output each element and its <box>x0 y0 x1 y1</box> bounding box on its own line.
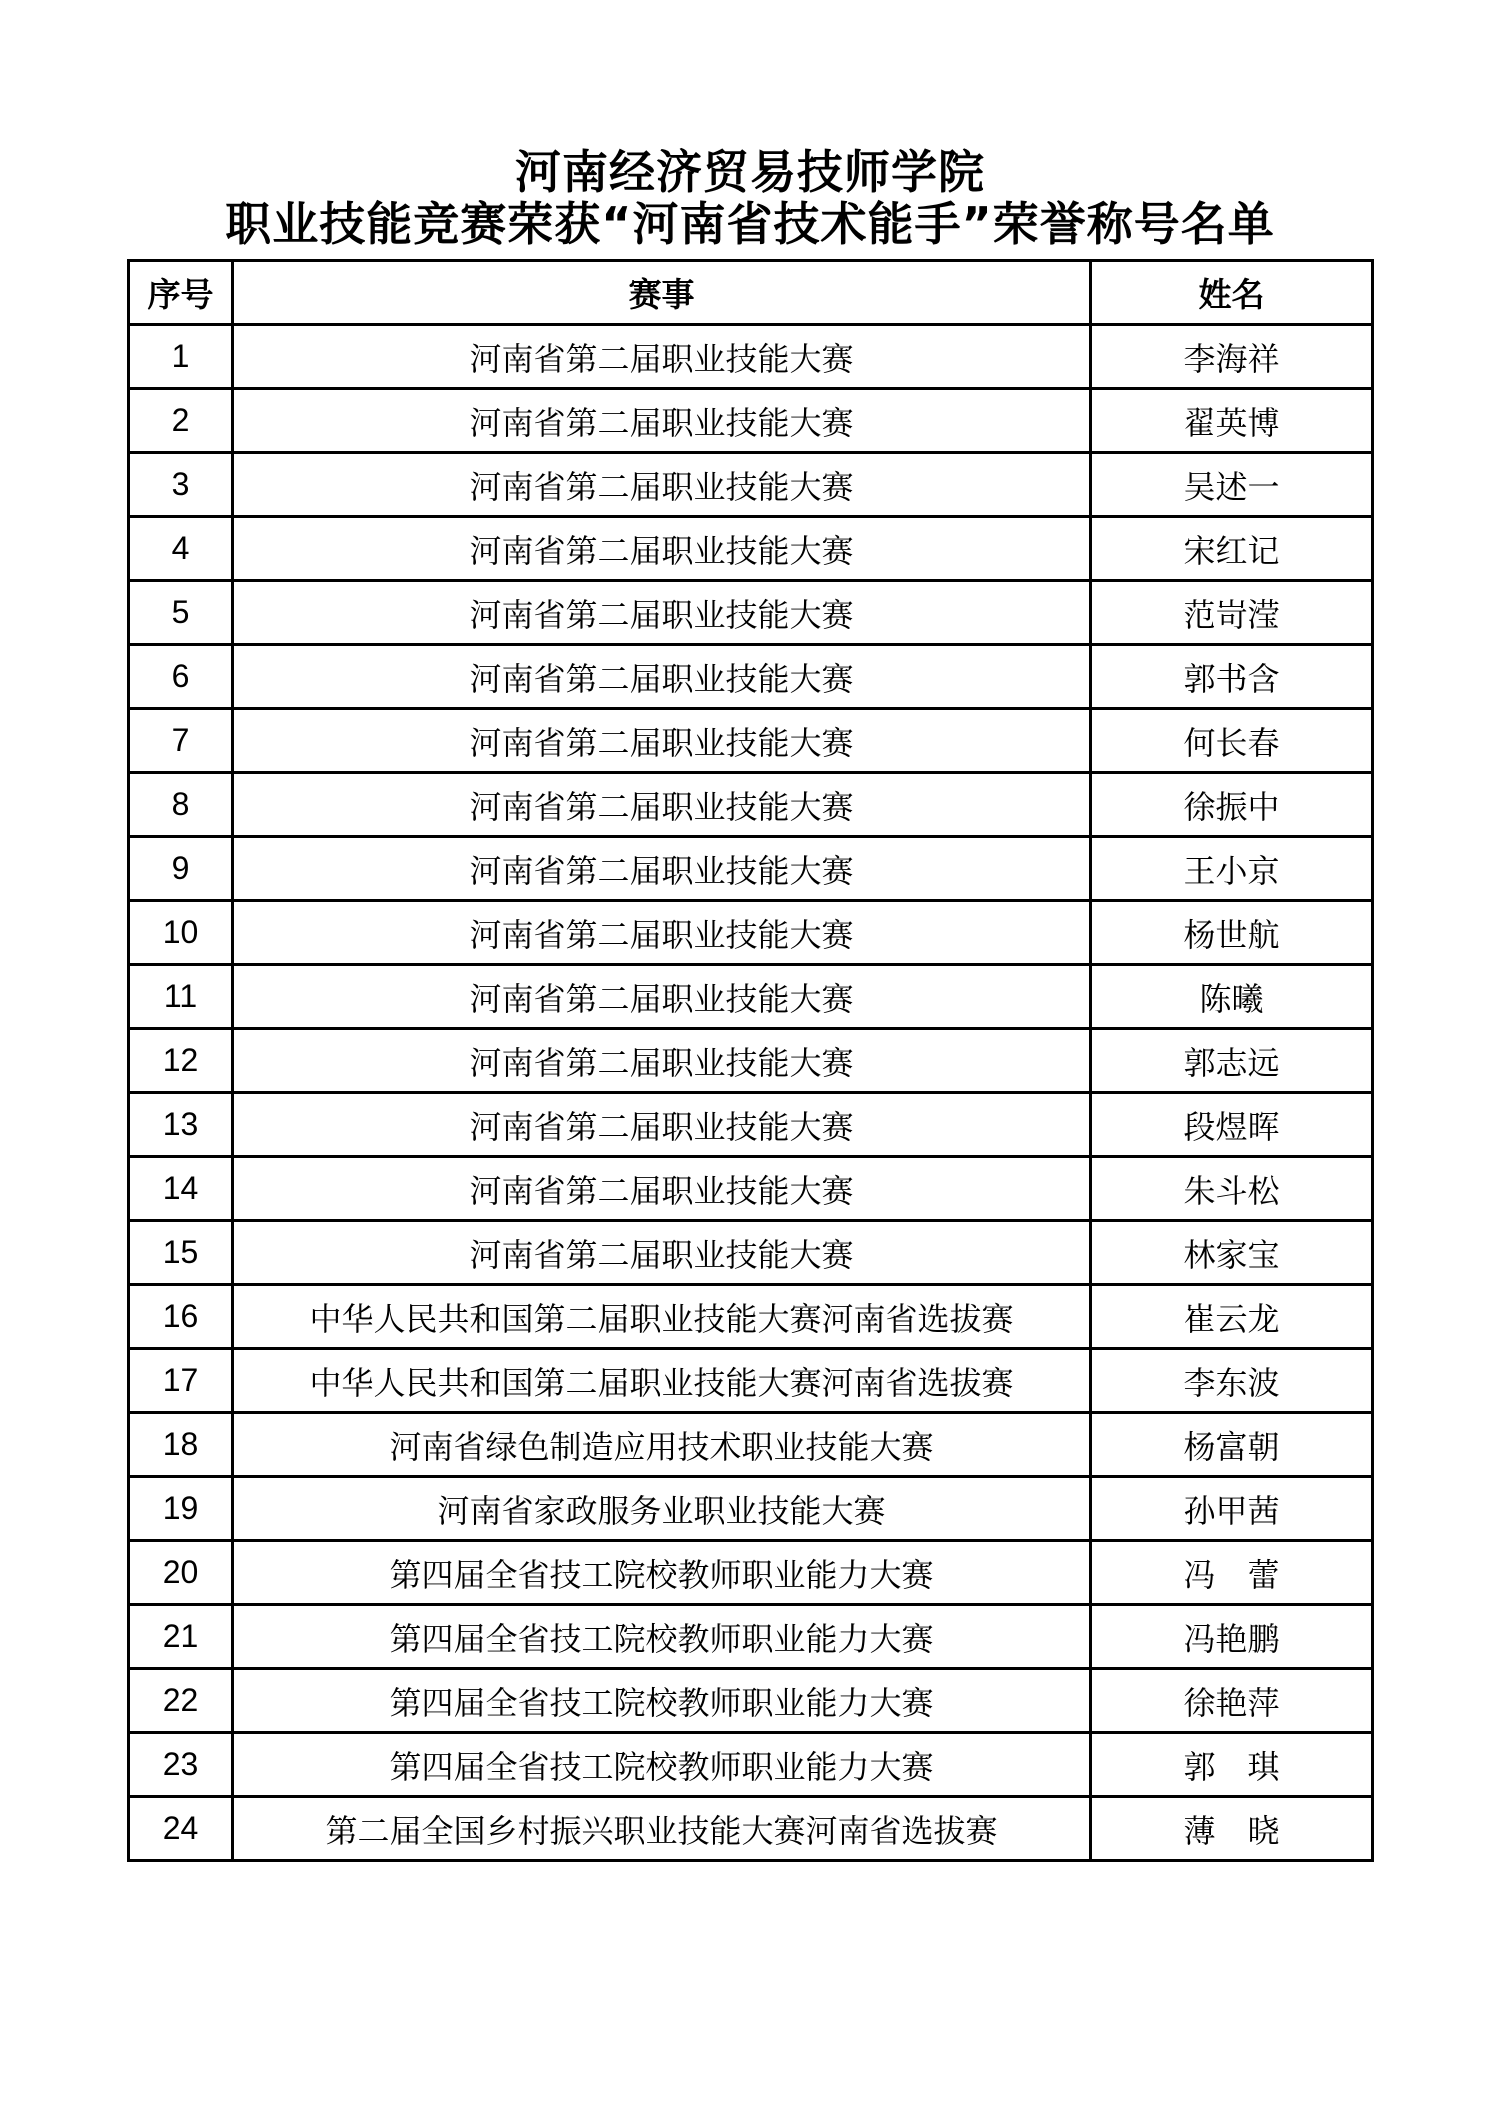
row-name: 薄 晓 <box>1091 1797 1373 1861</box>
row-name: 孙甲茜 <box>1091 1477 1373 1541</box>
row-event: 河南省第二届职业技能大赛 <box>233 581 1091 645</box>
table-row <box>129 1541 1373 1605</box>
row-name: 段煜晖 <box>1091 1093 1373 1157</box>
row-number: 5 <box>129 581 233 645</box>
table-row <box>129 1285 1373 1349</box>
row-number: 16 <box>129 1285 233 1349</box>
row-event: 河南省第二届职业技能大赛 <box>233 1221 1091 1285</box>
row-name: 郭 琪 <box>1091 1733 1373 1797</box>
row-event: 第四届全省技工院校教师职业能力大赛 <box>233 1733 1091 1797</box>
row-event: 河南省第二届职业技能大赛 <box>233 837 1091 901</box>
row-name: 李东波 <box>1091 1349 1373 1413</box>
table-row <box>129 773 1373 837</box>
row-event: 中华人民共和国第二届职业技能大赛河南省选拔赛 <box>233 1285 1091 1349</box>
row-number: 12 <box>129 1029 233 1093</box>
table-row <box>129 1093 1373 1157</box>
row-number: 3 <box>129 453 233 517</box>
row-number: 2 <box>129 389 233 453</box>
table-row <box>129 453 1373 517</box>
row-name: 王小京 <box>1091 837 1373 901</box>
row-name: 陈曦 <box>1091 965 1373 1029</box>
table-header-row <box>129 261 1373 325</box>
row-event: 第四届全省技工院校教师职业能力大赛 <box>233 1605 1091 1669</box>
row-event: 河南省第二届职业技能大赛 <box>233 1093 1091 1157</box>
row-number: 6 <box>129 645 233 709</box>
row-name: 冯艳鹏 <box>1091 1605 1373 1669</box>
row-name: 徐振中 <box>1091 773 1373 837</box>
document-title: 河南经济贸易技师学院 <box>515 145 985 199</box>
row-number: 20 <box>129 1541 233 1605</box>
row-name: 李海祥 <box>1091 325 1373 389</box>
table-row <box>129 901 1373 965</box>
row-name: 杨富朝 <box>1091 1413 1373 1477</box>
table-row <box>129 1413 1373 1477</box>
row-name: 郭书含 <box>1091 645 1373 709</box>
row-event: 河南省第二届职业技能大赛 <box>233 325 1091 389</box>
row-name: 杨世航 <box>1091 901 1373 965</box>
row-number: 15 <box>129 1221 233 1285</box>
honoree-table <box>127 259 1374 1862</box>
table-row <box>129 1669 1373 1733</box>
table-row <box>129 1157 1373 1221</box>
row-number: 21 <box>129 1605 233 1669</box>
row-number: 18 <box>129 1413 233 1477</box>
row-number: 1 <box>129 325 233 389</box>
row-event: 河南省第二届职业技能大赛 <box>233 901 1091 965</box>
row-number: 24 <box>129 1797 233 1861</box>
row-event: 河南省第二届职业技能大赛 <box>233 965 1091 1029</box>
row-number: 17 <box>129 1349 233 1413</box>
row-number: 14 <box>129 1157 233 1221</box>
row-event: 河南省第二届职业技能大赛 <box>233 645 1091 709</box>
row-event: 河南省第二届职业技能大赛 <box>233 517 1091 581</box>
row-event: 第四届全省技工院校教师职业能力大赛 <box>233 1541 1091 1605</box>
row-number: 10 <box>129 901 233 965</box>
table-row <box>129 325 1373 389</box>
row-event: 河南省第二届职业技能大赛 <box>233 773 1091 837</box>
row-event: 河南省第二届职业技能大赛 <box>233 389 1091 453</box>
row-name: 林家宝 <box>1091 1221 1373 1285</box>
row-name: 何长春 <box>1091 709 1373 773</box>
row-number: 4 <box>129 517 233 581</box>
table-row <box>129 389 1373 453</box>
table-row <box>129 645 1373 709</box>
row-name: 朱斗松 <box>1091 1157 1373 1221</box>
table-row <box>129 1477 1373 1541</box>
table-row <box>129 581 1373 645</box>
row-number: 9 <box>129 837 233 901</box>
row-number: 11 <box>129 965 233 1029</box>
row-name: 徐艳萍 <box>1091 1669 1373 1733</box>
row-event: 河南省第二届职业技能大赛 <box>233 709 1091 773</box>
row-event: 河南省第二届职业技能大赛 <box>233 1157 1091 1221</box>
table-row <box>129 1605 1373 1669</box>
table-row <box>129 709 1373 773</box>
row-event: 河南省第二届职业技能大赛 <box>233 1029 1091 1093</box>
header-number: 序号 <box>129 261 233 325</box>
table-row <box>129 517 1373 581</box>
document-subtitle: 职业技能竞赛荣获“河南省技术能手”荣誉称号名单 <box>225 197 1275 251</box>
row-name: 吴述一 <box>1091 453 1373 517</box>
row-event: 河南省家政服务业职业技能大赛 <box>233 1477 1091 1541</box>
table-row <box>129 1733 1373 1797</box>
row-name: 崔云龙 <box>1091 1285 1373 1349</box>
row-number: 13 <box>129 1093 233 1157</box>
row-name: 冯 蕾 <box>1091 1541 1373 1605</box>
table-row <box>129 837 1373 901</box>
table-row <box>129 1029 1373 1093</box>
row-name: 翟英博 <box>1091 389 1373 453</box>
row-number: 23 <box>129 1733 233 1797</box>
header-name: 姓名 <box>1091 261 1373 325</box>
row-number: 22 <box>129 1669 233 1733</box>
row-event: 第二届全国乡村振兴职业技能大赛河南省选拔赛 <box>233 1797 1091 1861</box>
row-event: 河南省绿色制造应用技术职业技能大赛 <box>233 1413 1091 1477</box>
header-event: 赛事 <box>233 261 1091 325</box>
row-name: 宋红记 <box>1091 517 1373 581</box>
row-name: 郭志远 <box>1091 1029 1373 1093</box>
table-body <box>129 325 1373 1861</box>
row-event: 第四届全省技工院校教师职业能力大赛 <box>233 1669 1091 1733</box>
row-number: 8 <box>129 773 233 837</box>
row-name: 范岢滢 <box>1091 581 1373 645</box>
table-row <box>129 1349 1373 1413</box>
row-number: 7 <box>129 709 233 773</box>
table-row <box>129 965 1373 1029</box>
row-event: 中华人民共和国第二届职业技能大赛河南省选拔赛 <box>233 1349 1091 1413</box>
row-event: 河南省第二届职业技能大赛 <box>233 453 1091 517</box>
table-row <box>129 1797 1373 1861</box>
row-number: 19 <box>129 1477 233 1541</box>
table-row <box>129 1221 1373 1285</box>
